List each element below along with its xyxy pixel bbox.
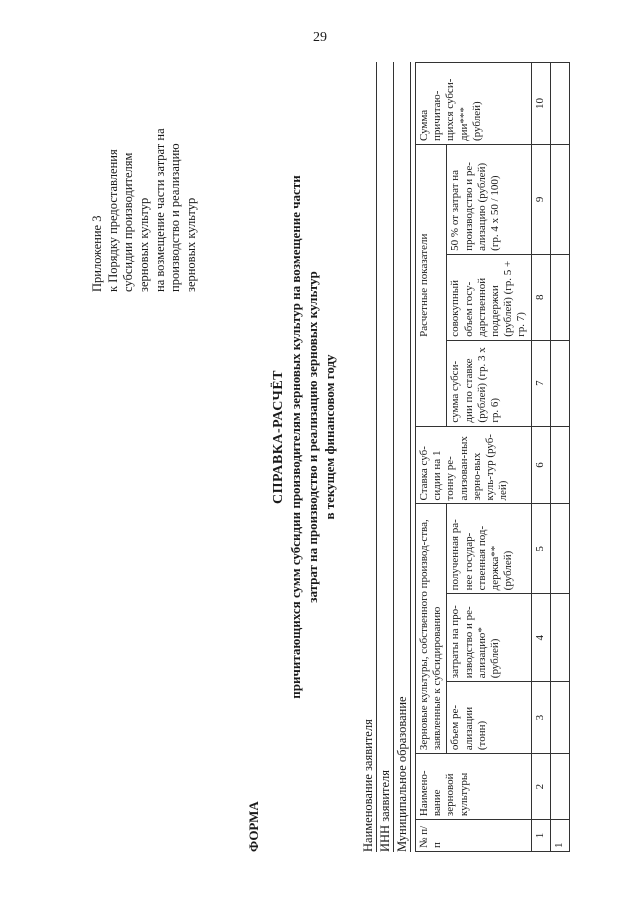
rotated-form-content (40, 22, 600, 882)
column-number: 5 (531, 504, 550, 594)
appendix-line: на возмещение части затрат на (152, 128, 167, 292)
header-crop-name: Наимено-вание зерновой культуры (416, 754, 532, 820)
table-cell[interactable] (550, 63, 569, 145)
table-cell[interactable] (550, 426, 569, 504)
inn-field[interactable]: ИНН заявителя (377, 62, 394, 852)
title-line-1: причитающихся сумм субсидии производителям зерновых культур на возмещение части (288, 175, 304, 699)
column-number: 9 (531, 144, 550, 254)
appendix-line: производство и реализацию (168, 143, 183, 292)
appendix-line: зерновых культур (183, 197, 198, 292)
table-cell[interactable] (550, 144, 569, 254)
title-line-3: в текущем финансовом году (321, 354, 337, 520)
table-cell[interactable] (550, 594, 569, 682)
column-number: 3 (531, 682, 550, 754)
title-line-2: затрат на производство и реализацию зерновых культур (305, 271, 321, 603)
appendix-line: Приложение 3 (90, 215, 104, 292)
header-rate: Ставка суб-сидии на 1 тонну ре-ализован-ных зерно-вых куль-тур (руб-лей) (416, 426, 532, 504)
table-cell[interactable] (550, 254, 569, 340)
row-number: 1 (550, 820, 569, 852)
column-number: 1 (531, 820, 550, 852)
applicant-fields (360, 62, 411, 852)
municipality-field[interactable]: Муниципальное образование (394, 62, 411, 852)
header-half-costs: 50 % от затрат на производство и ре-ализацию (рублей) (гр. 4 х 50 / 100) (447, 144, 531, 254)
table-cell[interactable] (550, 754, 569, 820)
header-rate-subsidy: сумма субси-дии по ставке (рублей) (гр. 3 х гр. 6) (447, 340, 531, 426)
form-label: ФОРМА (246, 801, 261, 852)
header-total-support: совокупный объем госу-дарственной поддержки (рублей) (гр. 5 + гр. 7) (447, 254, 531, 340)
header-subsidy-amount: Сумма причитаю-щихся субси-дии*** (рублей) (416, 63, 532, 145)
column-number: 4 (531, 594, 550, 682)
column-number: 6 (531, 426, 550, 504)
appendix-line: зерновых культур (136, 197, 151, 292)
table-cell[interactable] (550, 504, 569, 594)
column-number: 8 (531, 254, 550, 340)
page-number: 29 (313, 30, 327, 45)
table-cell[interactable] (550, 340, 569, 426)
column-number: 10 (531, 63, 550, 145)
applicant-name-field[interactable]: Наименование заявителя (360, 62, 377, 852)
table-row (550, 63, 569, 852)
calculation-table (415, 62, 570, 852)
column-number: 7 (531, 340, 550, 426)
title-block (270, 157, 339, 717)
document-title: СПРАВКА-РАСЧЁТ (271, 369, 286, 505)
appendix-note (90, 42, 199, 292)
header-sales-volume: объем ре-ализации (тонн) (447, 682, 531, 754)
header-prior-support: полученная ра-нее государ-ственная под-держка** (рублей) (447, 504, 531, 594)
header-costs: затраты на про-изводство и ре-ализацию* (рублей) (447, 594, 531, 682)
header-group-calculated: Расчетные показатели (416, 144, 447, 426)
column-number-row (531, 63, 550, 852)
column-number: 2 (531, 754, 550, 820)
appendix-line: субсидии производителям (121, 152, 136, 292)
table-cell[interactable] (550, 682, 569, 754)
header-number: № п/п (416, 820, 532, 852)
header-group-declared: Зерновые культуры, собственного производ-ства, заявленные к субсидированию (416, 504, 447, 754)
appendix-line: к Порядку предоставления (105, 149, 120, 292)
